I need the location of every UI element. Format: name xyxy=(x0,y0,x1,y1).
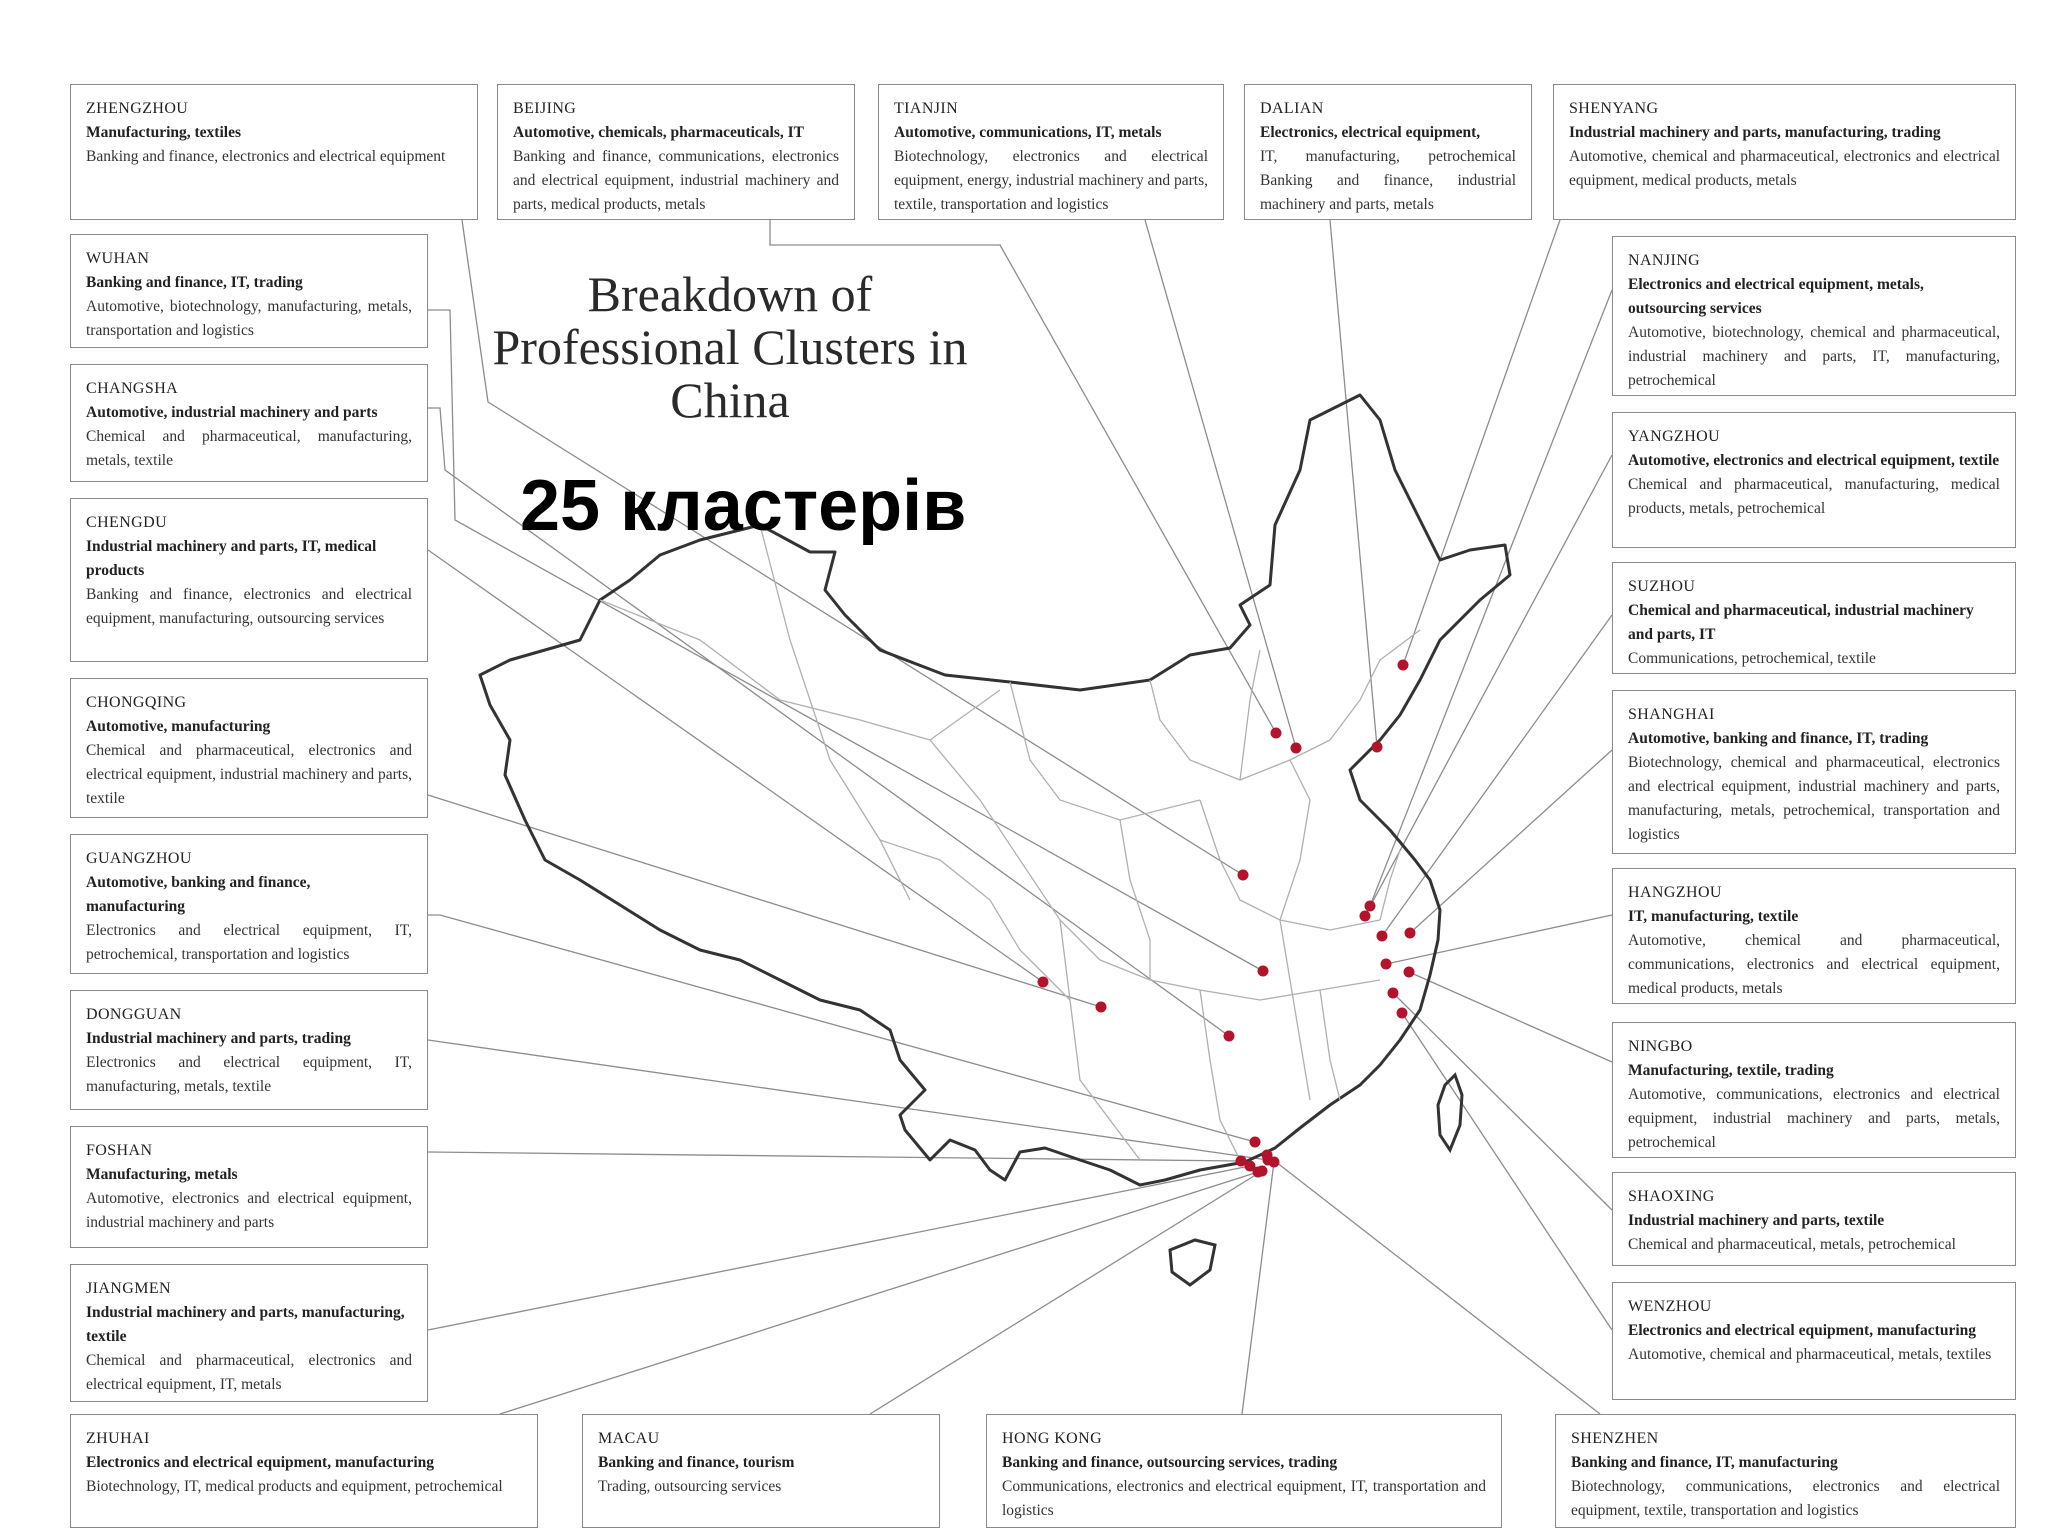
connector-guangzhou xyxy=(428,915,1255,1142)
cluster-city-name: NANJING xyxy=(1628,252,1701,269)
cluster-primary-industries: Automotive, banking and finance, manufacturing xyxy=(86,874,311,915)
connector-shaoxing xyxy=(1393,993,1612,1210)
cluster-secondary-industries: Automotive, biotechnology, chemical and pharmaceutical, industrial machinery and parts, IT, manufacturing, petrochemical xyxy=(1628,324,2000,389)
cluster-box-zhengzhou xyxy=(70,84,478,220)
cluster-primary-industries: Automotive, manufacturing xyxy=(86,718,271,735)
cluster-primary-industries: Manufacturing, metals xyxy=(86,1166,238,1183)
cluster-secondary-industries: Chemical and pharmaceutical, electronics and electrical equipment, industrial machinery and parts, textile xyxy=(86,742,412,807)
cluster-primary-industries: Banking and finance, IT, manufacturing xyxy=(1571,1454,1838,1471)
map-title: Breakdown of Professional Clusters in China xyxy=(492,266,968,428)
province-borders xyxy=(600,525,1420,1160)
cluster-city-name: FOSHAN xyxy=(86,1142,153,1159)
cluster-city-name: SHANGHAI xyxy=(1628,706,1715,723)
connector-foshan xyxy=(428,1152,1241,1161)
cluster-box-shaoxing xyxy=(1612,1172,2016,1266)
cluster-box-wenzhou xyxy=(1612,1282,2016,1400)
cluster-secondary-industries: Biotechnology, electronics and electrical equipment, energy, industrial machinery and parts, textile, transportation and logistics xyxy=(894,148,1208,213)
cluster-box-shanghai xyxy=(1612,690,2016,854)
cluster-city-name: HANGZHOU xyxy=(1628,884,1722,901)
cluster-city-name: YANGZHOU xyxy=(1628,428,1721,445)
connector-hongkong xyxy=(1242,1162,1274,1414)
marker-beijing xyxy=(1271,728,1282,739)
cluster-primary-industries: Industrial machinery and parts, manufacturing, textile xyxy=(86,1304,405,1345)
cluster-city-name: SHENYANG xyxy=(1569,100,1659,117)
marker-tianjin xyxy=(1291,743,1302,754)
cluster-secondary-industries: Automotive, chemical and pharmaceutical, communications, electronics and electrical equipment, medical products, metals xyxy=(1628,932,2000,997)
cluster-box-yangzhou xyxy=(1612,412,2016,548)
cluster-box-shenyang xyxy=(1553,84,2016,220)
cluster-box-beijing xyxy=(497,84,855,220)
cluster-secondary-industries: Biotechnology, chemical and pharmaceutical, electronics and electrical equipment, industrial machinery and parts, manufacturing, metals, petrochemical, transportation and logistics xyxy=(1628,754,2000,843)
cluster-box-chongqing xyxy=(70,678,428,818)
cluster-secondary-industries: Chemical and pharmaceutical, electronics and electrical equipment, IT, metals xyxy=(86,1352,412,1393)
cluster-primary-industries: Industrial machinery and parts, trading xyxy=(86,1030,351,1047)
connector-shenzhen xyxy=(1267,1155,1600,1414)
cluster-primary-industries: Manufacturing, textile, trading xyxy=(1628,1062,1834,1079)
cluster-box-zhuhai xyxy=(70,1414,538,1528)
cluster-box-dongguan xyxy=(70,990,428,1110)
cluster-box-ningbo xyxy=(1612,1022,2016,1158)
marker-nanjing xyxy=(1365,901,1376,912)
cluster-secondary-industries: Electronics and electrical equipment, IT, petrochemical, transportation and logistics xyxy=(86,922,412,963)
connector-suzhou xyxy=(1382,615,1612,936)
cluster-box-jiangmen xyxy=(70,1264,428,1402)
cluster-secondary-industries: Automotive, chemical and pharmaceutical, metals, textiles xyxy=(1628,1346,1992,1363)
marker-dalian xyxy=(1372,742,1383,753)
cluster-box-macau xyxy=(582,1414,940,1528)
cluster-primary-industries: Automotive, communications, IT, metals xyxy=(894,124,1162,141)
cluster-primary-industries: Banking and finance, IT, trading xyxy=(86,274,303,291)
cluster-city-name: NINGBO xyxy=(1628,1038,1693,1055)
cluster-city-name: SHENZHEN xyxy=(1571,1430,1659,1447)
cluster-secondary-industries: Chemical and pharmaceutical, manufacturing, medical products, metals, petrochemical xyxy=(1628,476,2000,517)
marker-wuhan xyxy=(1258,966,1269,977)
cluster-city-name: WUHAN xyxy=(86,250,150,267)
cluster-secondary-industries: Biotechnology, communications, electronics and electrical equipment, textile, transportation and logistics xyxy=(1571,1478,2000,1519)
cluster-primary-industries: IT, manufacturing, textile xyxy=(1628,908,1799,925)
marker-shenzhen xyxy=(1262,1150,1273,1161)
cluster-box-nanjing xyxy=(1612,236,2016,396)
cluster-secondary-industries: Banking and finance, communications, electronics and electrical equipment, industrial machinery and parts, medical products, metals xyxy=(513,148,839,213)
cluster-primary-industries: Automotive, electronics and electrical equipment, textile xyxy=(1628,452,2000,469)
cluster-box-shenzhen xyxy=(1555,1414,2016,1528)
cluster-city-name: ZHUHAI xyxy=(86,1430,150,1447)
cluster-city-name: SHAOXING xyxy=(1628,1188,1715,1205)
cluster-primary-industries: Industrial machinery and parts, IT, medical products xyxy=(86,538,377,579)
cluster-secondary-industries: Automotive, biotechnology, manufacturing, metals, transportation and logistics xyxy=(86,298,412,339)
cluster-box-foshan xyxy=(70,1126,428,1248)
connector-shanghai xyxy=(1410,750,1612,933)
cluster-primary-industries: Electronics and electrical equipment, metals, outsourcing services xyxy=(1628,276,1924,317)
cluster-box-tianjin xyxy=(878,84,1224,220)
cluster-secondary-industries: Automotive, electronics and electrical equipment, industrial machinery and parts xyxy=(86,1190,412,1231)
cluster-city-name: MACAU xyxy=(598,1430,660,1447)
marker-chongqing xyxy=(1096,1002,1107,1013)
cluster-city-name: DALIAN xyxy=(1260,100,1324,117)
marker-changsha xyxy=(1224,1031,1235,1042)
cluster-secondary-industries: Communications, electronics and electrical equipment, IT, transportation and logistics xyxy=(1002,1478,1486,1519)
cluster-city-name: CHONGQING xyxy=(86,694,187,711)
cluster-secondary-industries: Banking and finance, electronics and electrical equipment xyxy=(86,148,446,165)
cluster-secondary-industries: Chemical and pharmaceutical, metals, petrochemical xyxy=(1628,1236,1956,1253)
hainan-outline xyxy=(1170,1240,1215,1285)
cluster-secondary-industries: Trading, outsourcing services xyxy=(598,1478,782,1495)
marker-ningbo xyxy=(1404,967,1415,978)
cluster-city-name: ZHENGZHOU xyxy=(86,100,189,117)
cluster-count-heading: 25 кластерів xyxy=(520,466,967,546)
cluster-city-name: CHENGDU xyxy=(86,514,168,531)
cluster-primary-industries: Automotive, industrial machinery and parts xyxy=(86,404,378,421)
cluster-city-name: JIANGMEN xyxy=(86,1280,171,1297)
cluster-primary-industries: Chemical and pharmaceutical, industrial machinery and parts, IT xyxy=(1628,602,1974,643)
marker-suzhou xyxy=(1377,931,1388,942)
marker-shenyang xyxy=(1398,660,1409,671)
connector-ningbo xyxy=(1409,972,1612,1062)
cluster-box-dalian xyxy=(1244,84,1532,220)
cluster-box-hongkong xyxy=(986,1414,1502,1528)
connector-macau xyxy=(870,1171,1262,1414)
marker-guangzhou xyxy=(1250,1137,1261,1148)
cluster-secondary-industries: Electronics and electrical equipment, IT, manufacturing, metals, textile xyxy=(86,1054,412,1095)
cluster-city-name: HONG KONG xyxy=(1002,1430,1103,1447)
cluster-city-name: BEIJING xyxy=(513,100,577,117)
cluster-primary-industries: Banking and finance, tourism xyxy=(598,1454,795,1471)
marker-hangzhou xyxy=(1381,959,1392,970)
cluster-secondary-industries: Communications, petrochemical, textile xyxy=(1628,650,1876,667)
cluster-secondary-industries: Banking and finance, electronics and electrical equipment, manufacturing, outsourcing services xyxy=(86,586,412,627)
cluster-box-guangzhou xyxy=(70,834,428,974)
cluster-box-wuhan xyxy=(70,234,428,348)
marker-shaoxing xyxy=(1388,988,1399,999)
marker-shanghai xyxy=(1405,928,1416,939)
connector-yangzhou xyxy=(1365,455,1612,916)
connector-nanjing xyxy=(1370,290,1612,906)
cluster-secondary-industries: Automotive, communications, electronics and electrical equipment, industrial machinery and parts, metals, petrochemical xyxy=(1628,1086,2000,1151)
cluster-secondary-industries: Automotive, chemical and pharmaceutical, electronics and electrical equipment, medical products, metals xyxy=(1569,148,2000,189)
cluster-box-suzhou xyxy=(1612,562,2016,674)
marker-wenzhou xyxy=(1397,1008,1408,1019)
cluster-secondary-industries: Biotechnology, IT, medical products and equipment, petrochemical xyxy=(86,1478,503,1495)
cluster-primary-industries: Banking and finance, outsourcing services, trading xyxy=(1002,1454,1338,1471)
cluster-city-name: DONGGUAN xyxy=(86,1006,182,1023)
cluster-city-name: SUZHOU xyxy=(1628,578,1696,595)
cluster-city-name: TIANJIN xyxy=(894,100,959,117)
connector-hangzhou xyxy=(1386,915,1612,964)
connector-dongguan xyxy=(428,1040,1268,1160)
cluster-box-chengdu xyxy=(70,498,428,662)
cluster-secondary-industries: Chemical and pharmaceutical, manufacturing, metals, textile xyxy=(86,428,412,469)
connector-dalian xyxy=(1330,220,1377,747)
marker-yangzhou xyxy=(1360,911,1371,922)
marker-zhengzhou xyxy=(1238,870,1249,881)
cluster-secondary-industries: IT, manufacturing, petrochemical Banking and finance, industrial machinery and parts, metals xyxy=(1260,148,1516,213)
cluster-primary-industries: Electronics, electrical equipment, xyxy=(1260,124,1481,141)
cluster-city-name: CHANGSHA xyxy=(86,380,179,397)
connector-chengdu xyxy=(428,550,1043,982)
cluster-primary-industries: Electronics and electrical equipment, manufacturing xyxy=(1628,1322,1977,1339)
cluster-box-hangzhou xyxy=(1612,868,2016,1004)
connector-wenzhou xyxy=(1402,1013,1612,1330)
cluster-primary-industries: Electronics and electrical equipment, manufacturing xyxy=(86,1454,435,1471)
cluster-primary-industries: Industrial machinery and parts, manufacturing, trading xyxy=(1569,124,1941,141)
cluster-primary-industries: Manufacturing, textiles xyxy=(86,124,241,141)
cluster-primary-industries: Industrial machinery and parts, textile xyxy=(1628,1212,1885,1229)
marker-chengdu xyxy=(1038,977,1049,988)
cluster-city-name: GUANGZHOU xyxy=(86,850,192,867)
cluster-city-name: WENZHOU xyxy=(1628,1298,1712,1315)
cluster-primary-industries: Automotive, banking and finance, IT, trading xyxy=(1628,730,1929,747)
cluster-primary-industries: Automotive, chemicals, pharmaceuticals, IT xyxy=(513,124,805,141)
marker-macau xyxy=(1257,1166,1268,1177)
cluster-box-changsha xyxy=(70,364,428,482)
